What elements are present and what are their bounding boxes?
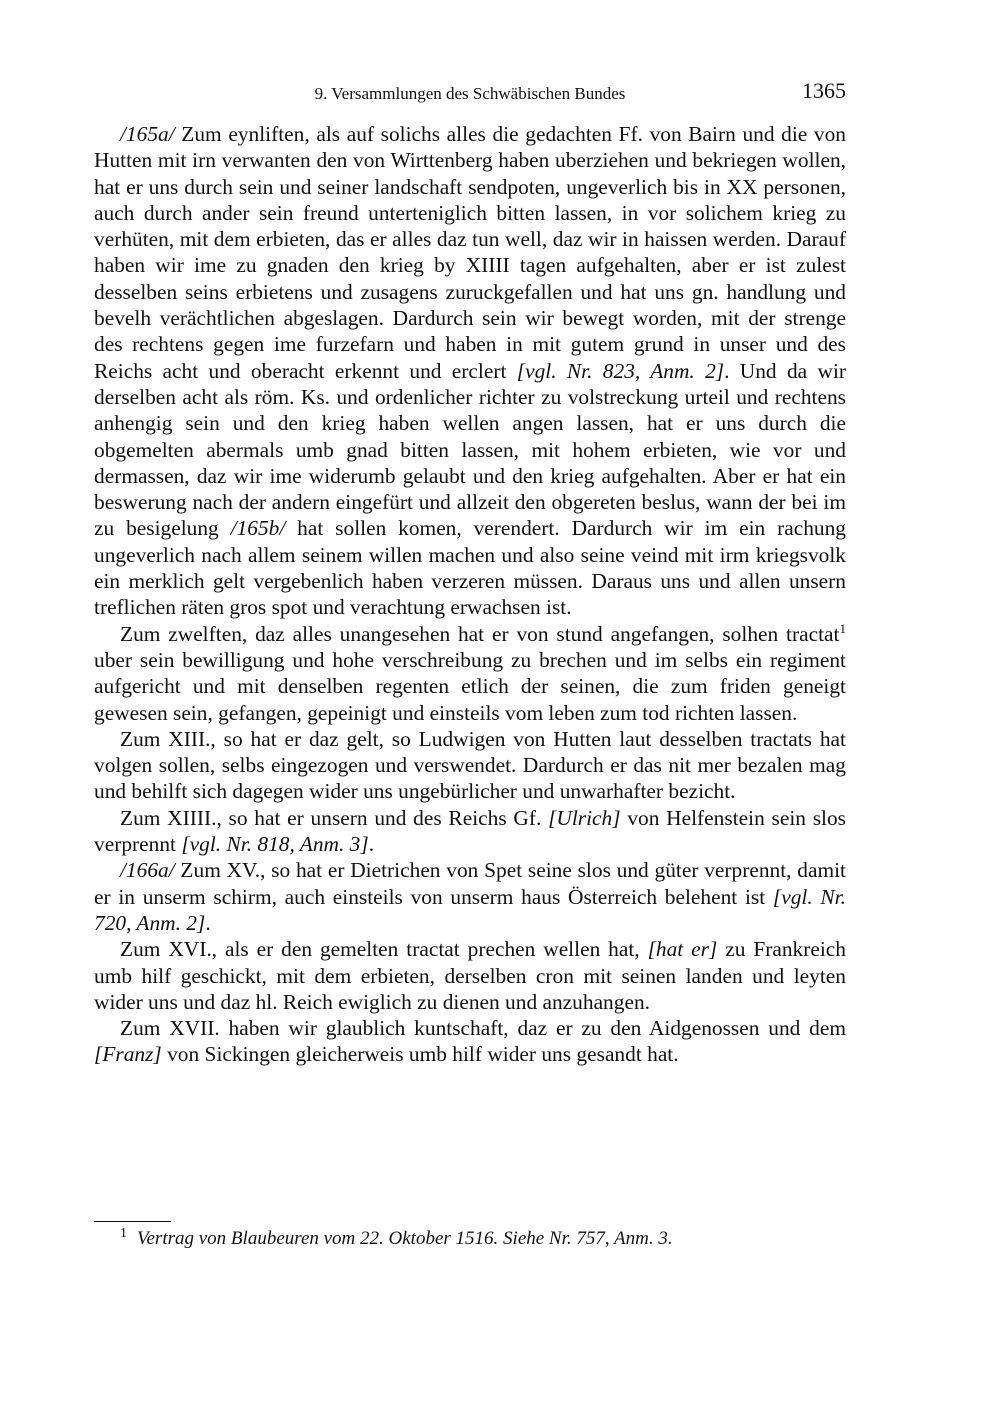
editorial-insertion: [Ulrich] <box>548 805 621 830</box>
footnote <box>120 1227 846 1251</box>
paragraph-eleventh <box>94 121 846 621</box>
paragraph-text: Zum XIIII., so hat er unsern und des Reichs Gf. <box>120 805 549 830</box>
paragraph-thirteenth <box>94 726 846 805</box>
running-header <box>94 78 846 108</box>
paragraph-text: Zum XVI., als er den gemelten tractat prechen wellen hat, <box>120 937 648 962</box>
paragraph-text: uber sein bewilligung und hohe verschreibung zu brechen und im selbs ein regiment aufgericht und mit denselben regenten etlich der seinen, die zum friden geneigt gewesen sein, gefangen, gepeinigt und einsteils vom leben zum tod richten lassen. <box>94 647 846 725</box>
paragraph-text: hat sollen komen, verendert. Dardurch wir im ein rachung ungeverlich nach allem seinem willen machen und also seine veind mit irm kriegsvolk ein merklich gelt vergebenlich haben verzeren müssen. Daraus uns und allen unsern treflichen räten gros spot und verachtung erwachsen ist. <box>94 516 846 620</box>
editorial-reference: [vgl. Nr. 823, Anm. 2] <box>516 358 725 383</box>
paragraph-twelfth <box>94 621 846 726</box>
paragraph-fifteenth <box>94 857 846 936</box>
paragraph-text: . <box>368 832 375 857</box>
paragraph-text: Zum XV., so hat er Dietrichen von Spet seine slos und güter verprennt, damit er in unserm schirm, auch einsteils von unserm haus Österreich belehent ist <box>94 858 846 909</box>
footnote-marker: 1 <box>839 620 846 636</box>
paragraph-text: . Und da wir derselben acht als röm. Ks. und ordenlicher richter zu volstreckung urteil und rechtens anhengig sein und den krieg haben wellen angen lassen, hat er uns durch die obgemelten abermals umb gnad bitten lassen, mit hohem erbieten, wie vor und dermassen, daz wir ime widerumb gelaubt und den krieg aufgehalten. Aber er hat ein beswerung nach der andern eingefürt und allzeit den obgereten beslus, wann der bei im zu besigelung <box>94 358 847 541</box>
paragraph-text: Zum zwelften, daz alles unangesehen hat er von stund angefangen, solhen tractat <box>120 621 840 646</box>
footnote-text: Vertrag von Blaubeuren vom 22. Oktober 1516. Siehe Nr. 757, Anm. 3. <box>137 1228 673 1249</box>
editorial-reference: [vgl. Nr. 818, Anm. 3] <box>181 832 369 857</box>
folio-marker: /165a/ <box>120 122 175 146</box>
footnote-divider <box>94 1221 171 1222</box>
running-title: 9. Versammlungen des Schwäbischen Bundes <box>314 84 626 103</box>
paragraph-text: von Helfenstein sein slos verprennt <box>94 805 847 857</box>
folio-marker: /166a/ <box>120 858 175 883</box>
paragraph-sixteenth <box>94 936 846 1015</box>
page-number: 1365 <box>802 78 846 103</box>
editorial-reference: [vgl. Nr. 720, Anm. 2] <box>94 884 846 935</box>
footnote-number: 1 <box>120 1225 127 1241</box>
body-text <box>94 121 846 1068</box>
paragraph-text: . <box>205 910 211 935</box>
paragraph-text: von Sickingen gleicherweis umb hilf wider uns gesandt hat. <box>161 1042 679 1067</box>
folio-marker: /165b/ <box>230 516 286 541</box>
paragraph-text: zu Frankreich umb hilf geschickt, mit dem erbieten, derselben cron mit seinen landen und leyten wider uns und daz hl. Reich ewiglich zu dienen und anzuhangen. <box>94 937 846 1014</box>
editorial-insertion: [Franz] <box>94 1042 162 1067</box>
paragraph-fourteenth <box>94 805 846 858</box>
paragraph-seventeenth <box>94 1015 846 1068</box>
paragraph-text: Zum eynliften, als auf solichs alles die gedachten Ff. von Bairn und die von Hutten mit irn verwanten den von Wirttenberg haben uberziehen und bekriegen wollen, hat er uns durch sein und seiner landschaft sendpoten, ungeverlich bis in XX personen, auch durch ander sein freund unterteniglich bitten lassen, in vor solichem krieg zu verhüten, mit dem erbieten, das er alles daz tun well, daz wir in haissen werden. Darauf haben wir ime zu gnaden den krieg by XIIII tagen aufgehalten, aber er ist zulest desselben seins erbietens und zusagens zuruckgefallen und hat uns gn. handlung und bevelh verächtlichen abgeslagen. Dardurch sein wir bewegt worden, mit der strenge des rechtens gegen ime furzefarn und haben in mit gutem grund in unser und des Reichs acht und oberacht erkennt und erclert <box>94 122 846 383</box>
editorial-insertion: [hat er] <box>647 937 718 962</box>
paragraph-text: Zum XIII., so hat er daz gelt, so Ludwigen von Hutten laut desselben tractats hat volgen sollen, selbs eingezogen und verswendet. Dardurch er das nit mer bezalen mag und behilft sich dagegen wider uns ungebürlicher und unwarhafter bezicht. <box>94 726 846 804</box>
paragraph-text: Zum XVII. haben wir glaublich kuntschaft, daz er zu den Aidgenossen und dem <box>120 1016 846 1041</box>
